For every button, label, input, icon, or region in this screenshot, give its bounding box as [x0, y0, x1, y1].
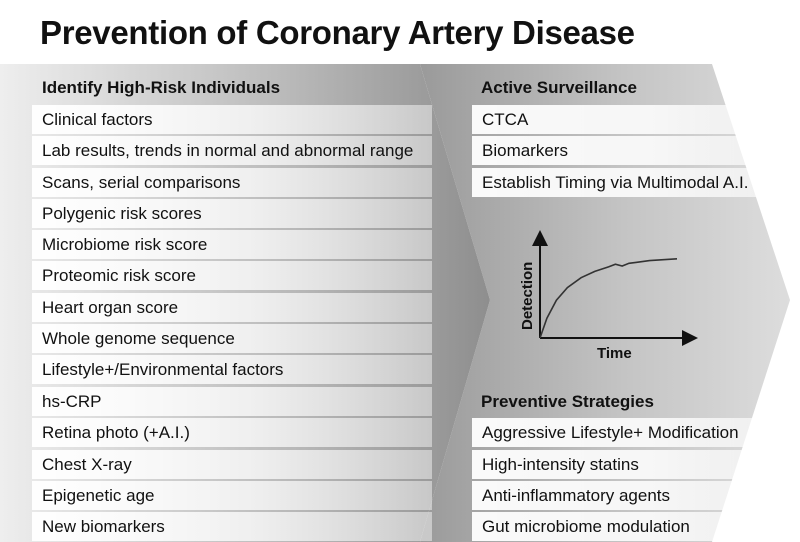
- list-item: Establish Timing via Multimodal A.I.: [472, 168, 772, 197]
- list-item: CTCA: [472, 105, 772, 134]
- y-axis-label: Detection: [519, 261, 536, 330]
- list-item: Lab results, trends in normal and abnormal range: [32, 136, 432, 165]
- list-item: Clinical factors: [32, 105, 432, 134]
- detection-chart: [505, 230, 705, 370]
- list-item: Retina photo (+A.I.): [32, 418, 432, 447]
- x-axis-label: Time: [597, 345, 632, 362]
- surveillance-header: Active Surveillance: [481, 78, 637, 97]
- list-item: Lifestyle+/Environmental factors: [32, 355, 432, 384]
- list-item: Chest X-ray: [32, 450, 432, 479]
- list-item: New biomarkers: [32, 512, 432, 541]
- list-item: Gut microbiome modulation: [472, 512, 772, 541]
- list-item: Scans, serial comparisons: [32, 168, 432, 197]
- list-item: Proteomic risk score: [32, 261, 432, 290]
- list-item: hs-CRP: [32, 387, 432, 416]
- preventive-header: Preventive Strategies: [481, 392, 654, 411]
- list-item: Epigenetic age: [32, 481, 432, 510]
- list-item: Anti-inflammatory agents: [472, 481, 772, 510]
- list-item: Whole genome sequence: [32, 324, 432, 353]
- list-item: Biomarkers: [472, 136, 772, 165]
- identify-header: Identify High-Risk Individuals: [42, 78, 281, 97]
- list-item: Microbiome risk score: [32, 230, 432, 259]
- list-item: High-intensity statins: [472, 450, 772, 479]
- list-item: Aggressive Lifestyle+ Modification: [472, 418, 772, 447]
- list-item: Heart organ score: [32, 293, 432, 322]
- detection-curve: [540, 259, 677, 338]
- list-item: Polygenic risk scores: [32, 199, 432, 228]
- page-title: Prevention of Coronary Artery Disease: [40, 14, 635, 51]
